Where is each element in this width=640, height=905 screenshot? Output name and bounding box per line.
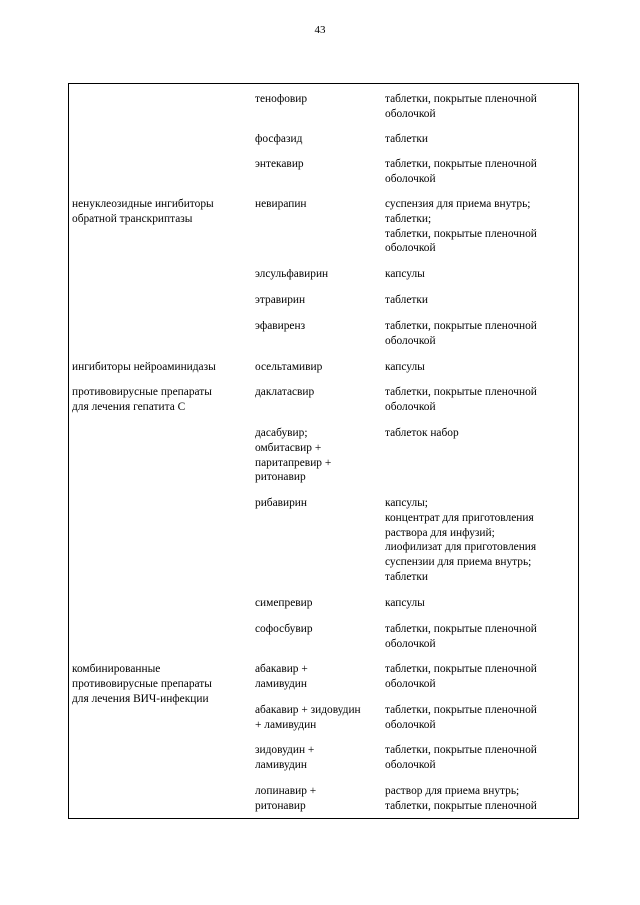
drug-name-cell: симепревир	[255, 597, 313, 609]
dosage-form-cell: таблетки, покрытые пленочной оболочкой	[385, 386, 537, 413]
dosage-form-cell: таблеток набор	[385, 427, 459, 439]
dosage-form-cell: таблетки	[385, 133, 429, 145]
group-cell: ненуклеозидные ингибиторы обратной транскриптазы	[72, 198, 214, 225]
group-cell: ингибиторы нейроаминидазы	[72, 361, 216, 373]
drug-table	[68, 83, 579, 819]
dosage-form-cell: раствор для приема внутрь; таблетки, покрытые пленочной	[385, 785, 537, 812]
page-number: 43	[314, 24, 326, 36]
drug-name-cell: зидовудин + ламивудин	[255, 744, 315, 771]
drug-name-cell: дасабувир; омбитасвир + паритапревир + ритонавир	[255, 427, 332, 484]
drug-name-cell: софосбувир	[255, 623, 313, 635]
dosage-form-cell: таблетки, покрытые пленочной оболочкой	[385, 158, 537, 185]
group-cell: комбинированные противовирусные препараты для лечения ВИЧ-инфекции	[72, 663, 212, 705]
dosage-form-cell: таблетки	[385, 294, 429, 306]
dosage-form-cell: капсулы	[385, 361, 425, 373]
dosage-form-cell: капсулы; концентрат для приготовления раствора для инфузий; лиофилизат для приготовления суспензии для приема внутрь; таблетки	[385, 497, 537, 583]
dosage-form-cell: таблетки, покрытые пленочной оболочкой	[385, 623, 537, 650]
dosage-form-cell: таблетки, покрытые пленочной оболочкой	[385, 93, 537, 120]
drug-name-cell: абакавир + зидовудин + ламивудин	[255, 704, 361, 731]
drug-name-cell: фосфазид	[255, 133, 303, 145]
dosage-form-cell: таблетки, покрытые пленочной оболочкой	[385, 320, 537, 347]
drug-name-cell: эфавиренз	[255, 320, 306, 332]
dosage-form-cell: капсулы	[385, 268, 425, 280]
drug-name-cell: абакавир + ламивудин	[255, 663, 308, 690]
drug-name-cell: энтекавир	[255, 158, 304, 170]
drug-name-cell: элсульфавирин	[255, 268, 329, 280]
group-cell: противовирусные препараты для лечения гепатита С	[72, 386, 212, 413]
drug-name-cell: осельтамивир	[255, 361, 323, 373]
dosage-form-cell: таблетки, покрытые пленочной оболочкой	[385, 744, 537, 771]
drug-name-cell: рибавирин	[255, 497, 308, 509]
drug-name-cell: невирапин	[255, 198, 307, 210]
drug-name-cell: лопинавир + ритонавир	[255, 785, 317, 812]
dosage-form-cell: таблетки, покрытые пленочной оболочкой	[385, 663, 537, 690]
dosage-form-cell: капсулы	[385, 597, 425, 609]
drug-name-cell: даклатасвир	[255, 386, 315, 398]
dosage-form-cell: суспензия для приема внутрь; таблетки; таблетки, покрытые пленочной оболочкой	[385, 198, 537, 255]
dosage-form-cell: таблетки, покрытые пленочной оболочкой	[385, 704, 537, 731]
drug-name-cell: тенофовир	[255, 93, 308, 105]
drug-name-cell: этравирин	[255, 294, 306, 306]
